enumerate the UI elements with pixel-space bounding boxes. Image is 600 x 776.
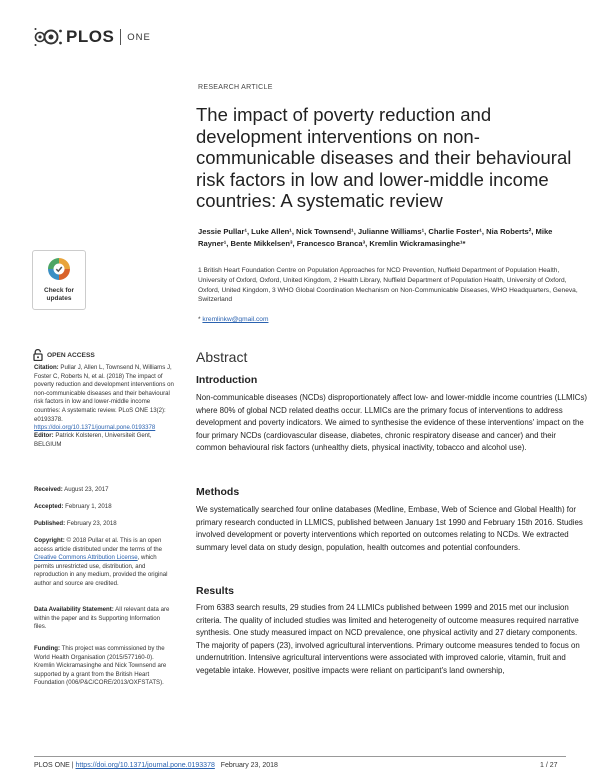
copyright-label: Copyright:: [34, 537, 65, 544]
plos-logo-mark-icon: [34, 26, 64, 48]
email-link[interactable]: kremlinkw@gmail.com: [202, 316, 269, 323]
article-title: The impact of poverty reduction and development interventions on non-communicable diseases and their behavioural risk factors in low and lower-middle income countries: A systematic review: [196, 104, 572, 211]
editor-text: Patrick Kolsteren, Universiteit Gent, BELGIUM: [34, 432, 152, 448]
footer-journal: PLOS ONE: [34, 762, 70, 769]
data-availability-text: All relevant data are within the paper and its Supporting Information files.: [34, 606, 170, 631]
accepted-block: [34, 503, 174, 512]
open-access-badge: [33, 349, 95, 361]
received-text: August 23, 2017: [64, 486, 109, 493]
funding-block: [34, 645, 174, 688]
footer-separator: |: [69, 762, 76, 769]
email-prefix: *: [198, 316, 203, 323]
affiliations: 1 British Heart Foundation Centre on Population Approaches for NCD Prevention, Nuffield Department of Population Health, University of Oxford, Oxford, United Kingdom, 2 Health Library, Nuffield Department of Population Health, University of Oxford, Oxford, United Kingdom, 3 WHO Global Coordination Mechanism on Non-Communicable Diseases, WHO Headquarters, Geneva, Switzerland: [198, 267, 578, 304]
funding-text: This project was commissioned by the World Health Organisation (2015/577160-0). Kremlin Wickramasinghe and Nick Townsend are supported by a grant from the British Heart Foundation (006/P&C/CORE/2013/OXFSTATS).: [34, 645, 167, 687]
published-block: [34, 520, 174, 529]
results-heading: Results: [196, 585, 234, 597]
received-label: Received:: [34, 486, 63, 493]
citation-block: [34, 364, 174, 433]
copyright-block: [34, 537, 174, 589]
open-lock-icon: [33, 349, 43, 361]
footer-date: February 23, 2018: [220, 762, 278, 769]
funding-label: Funding:: [34, 645, 61, 652]
methods-paragraph: We systematically searched four online databases (Medline, Embase, Web of Science and Global Health) for primary research conducted in LLMICS, published between January 1st 1990 and February 15th 2016. Studies involved development or poverty interventions which reported on outcomes relating to NCDs. We extracted summary level data on study design, population, health outcomes and potential confounders.: [196, 505, 583, 552]
data-availability-label: Data Availability Statement:: [34, 606, 114, 613]
page-number: 1 / 27: [540, 762, 558, 769]
plos-one-logo: [34, 26, 151, 48]
accepted-text: February 1, 2018: [65, 503, 112, 510]
check-updates-icon: [46, 256, 72, 282]
introduction-heading: Introduction: [196, 374, 258, 386]
citation-label: Citation:: [34, 364, 59, 371]
results-paragraph: From 6383 search results, 29 studies from 24 LLMICs published between 1999 and 2015 met our inclusion criteria. The quality of included studies was limited and heterogeneity of outcome measures required narrative synthesis. One study measured impact on NCD prevalence, one physical activity and 27 dietary components. The majority of papers (23), involved agricultural interventions. Primary outcome measures tended to focus on undernutrition. Intensive agricultural interventions were associated with improved calorie, vitamin, fruit and vegetable intake. However, positive impacts were reliant on participant's land ownership,: [196, 603, 580, 675]
logo-one-text: ONE: [127, 31, 151, 43]
author-list: Jessie Pullar¹, Luke Allen¹, Nick Townsend¹, Julianne Williams¹, Charlie Foster¹, Nia Roberts², Mike Rayner¹, Bente Mikkelsen³, Francesco Branca³, Kremlin Wickramasinghe¹*: [198, 227, 553, 248]
page-footer: [34, 762, 278, 769]
corresponding-email: [198, 316, 268, 323]
published-label: Published:: [34, 520, 66, 527]
logo-plos-text: PLOS: [66, 27, 115, 46]
footer-doi-link[interactable]: https://doi.org/10.1371/journal.pone.0193378: [75, 762, 215, 769]
citation-doi-link[interactable]: https://doi.org/10.1371/journal.pone.0193378: [34, 424, 156, 432]
data-availability-block: [34, 606, 174, 632]
abstract-heading: Abstract: [196, 349, 248, 365]
introduction-paragraph: Non-communicable diseases (NCDs) disproportionately affect low- and lower-middle income countries (LLMICs) where 80% of global NCD related deaths occur. LLMICs are the primary focus of interventions to address development and poverty indicators. We aimed to synthesise the evidence of these interventions' impact on the four primary NCDs (cardiovascular disease, diabetes, chronic respiratory disease and cancer) and their common behavioural risk factors (unhealthy diets, physical inactivity, tobacco and alcohol use).: [196, 393, 588, 453]
citation-text: Pullar J, Allen L, Townsend N, Williams J, Foster C, Roberts N, et al. (2018) The impact of poverty reduction and development interventions on non-communicable diseases and their behavioural risk factors in low and lower-middle income countries: A systematic review. PLoS ONE 13(2): e0193378.: [34, 364, 174, 423]
editor-label: Editor:: [34, 432, 54, 439]
footer-divider: [34, 756, 566, 757]
logo-divider: [120, 29, 121, 45]
license-link[interactable]: Creative Commons Attribution License: [34, 554, 138, 562]
published-text: February 23, 2018: [66, 520, 117, 527]
received-block: [34, 486, 174, 495]
accepted-label: Accepted:: [34, 503, 64, 510]
methods-heading: Methods: [196, 486, 240, 498]
check-updates-label: Check for updates: [44, 287, 74, 302]
article-type: RESEARCH ARTICLE: [198, 84, 273, 91]
open-access-label: OPEN ACCESS: [47, 351, 95, 359]
editor-block: [34, 432, 174, 449]
copyright-text-2: , which permits unrestricted use, distribution, and reproduction in any medium, provided the original author and source are credited.: [34, 554, 168, 587]
check-for-updates-button[interactable]: [32, 250, 86, 310]
copyright-text-1: © 2018 Pullar et al. This is an open access article distributed under the terms of the: [34, 537, 163, 553]
